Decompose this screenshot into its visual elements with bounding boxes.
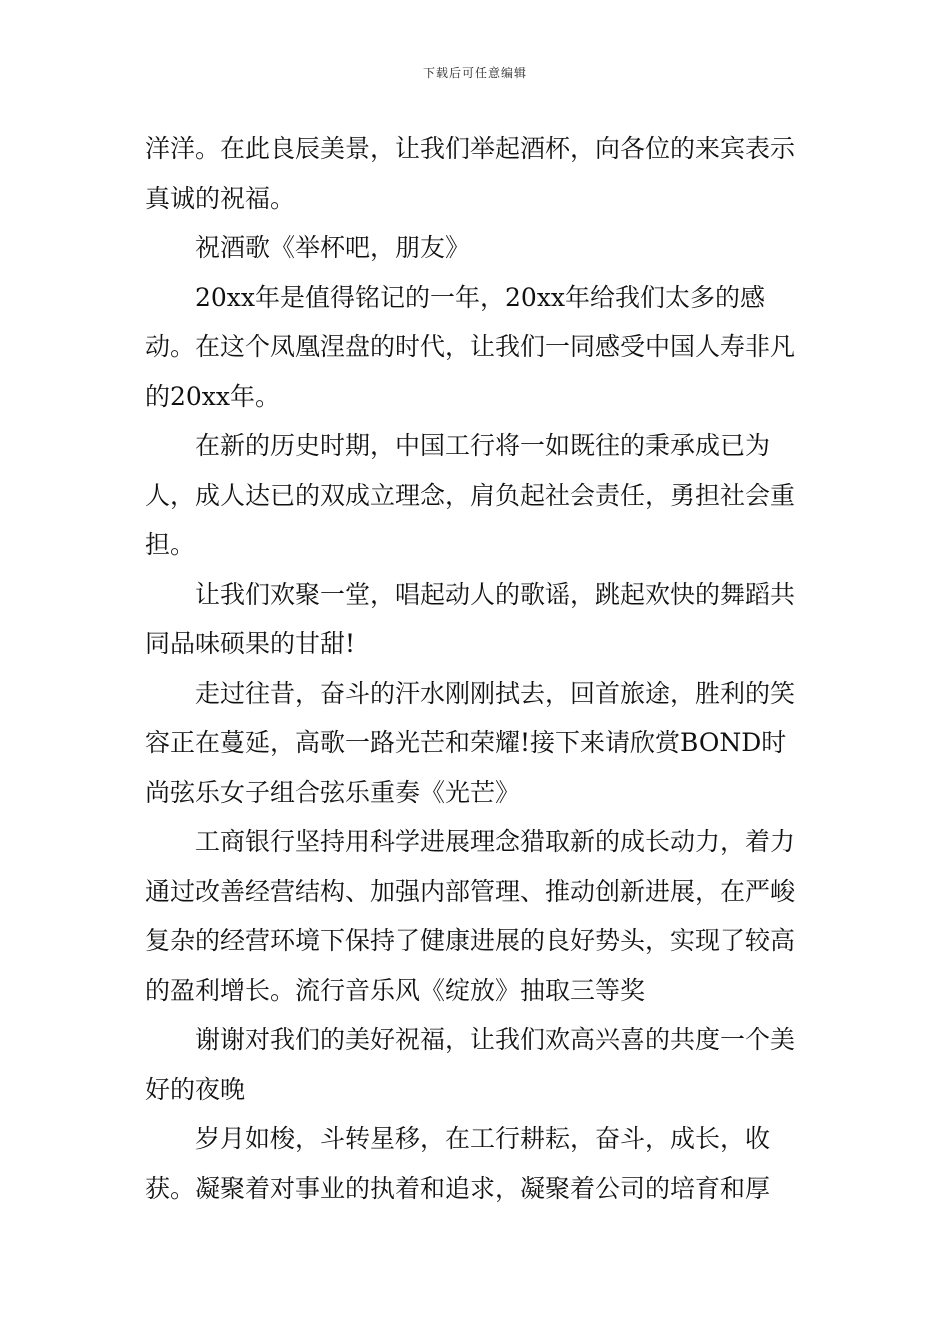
paragraph: 谢谢对我们的美好祝福，让我们欢高兴喜的共度一个美好的夜晚: [145, 1025, 796, 1104]
paragraph: 走过往昔，奋斗的汗水刚刚拭去，回首旅途，胜利的笑容正在蔓延，高歌一路光芒和荣耀!接下来请欣赏BOND时尚弦乐女子组合弦乐重奏《光芒》: [145, 678, 796, 807]
page-header: 下载后可任意编辑: [422, 66, 527, 80]
paragraph: 在新的历史时期，中国工行将一如既往的秉承成已为人，成人达已的双成立理念，肩负起社会责任，勇担社会重担。: [145, 431, 796, 559]
paragraph: 让我们欢聚一堂，唱起动人的歌谣，跳起欢快的舞蹈共同品味硕果的甘甜!: [145, 579, 796, 658]
paragraph: 洋洋。在此良辰美景，让我们举起酒杯，向各位的来宾表示真诚的祝福。: [145, 134, 796, 213]
paragraph: 20xx年是值得铭记的一年，20xx年给我们太多的感动。在这个凤凰涅盘的时代，让我们一同感受中国人寿非凡的20xx年。: [145, 282, 796, 411]
paragraph: 岁月如梭，斗转星移，在工行耕耘，奋斗，成长，收获。凝聚着对事业的执着和追求，凝聚着公司的培育和厚: [145, 1124, 771, 1203]
paragraph: 祝酒歌《举杯吧，朋友》: [195, 233, 471, 262]
document-body: [145, 124, 810, 1213]
paragraph: 工商银行坚持用科学进展理念猎取新的成长动力，着力通过改善经营结构、加强内部管理、推动创新进展，在严峻复杂的经营环境下保持了健康进展的良好势头，实现了较高的盈利增长。流行音乐风《绽放》抽取三等奖: [145, 827, 796, 1005]
